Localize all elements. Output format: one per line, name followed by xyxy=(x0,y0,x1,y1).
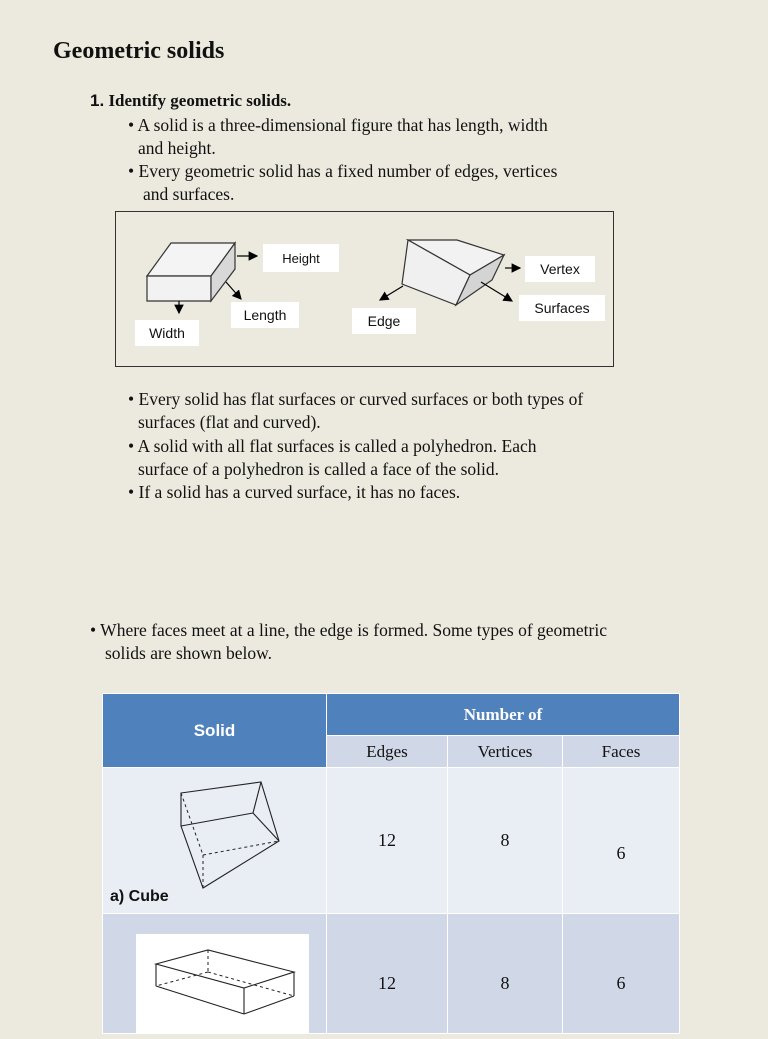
solid-label-cube: a) Cube xyxy=(110,888,169,905)
bullet-fixed-number-line1: • Every geometric solid has a fixed number of edges, vertices xyxy=(128,161,558,181)
bullet-polyhedron-line2: surface of a polyhedron is called a face of the solid. xyxy=(138,459,500,479)
bullet-edges-line1: • Where faces meet at a line, the edge is formed. Some types of geometric xyxy=(90,620,607,640)
section-number: 1. xyxy=(90,91,105,110)
vertex-label: Vertex xyxy=(525,256,595,282)
page-title: Geometric solids xyxy=(53,38,225,64)
header-solid: Solid xyxy=(103,694,327,768)
bullet-solid-definition-line2: and height. xyxy=(138,138,216,158)
cube-vertices: 8 xyxy=(448,768,563,914)
bullet-polyhedron-line1: • A solid with all flat surfaces is called a polyhedron. Each xyxy=(128,436,537,456)
cube-faces: 6 xyxy=(563,768,680,914)
surfaces-label: Surfaces xyxy=(519,295,605,321)
bullet-surfaces-line2: surfaces (flat and curved). xyxy=(138,412,321,432)
section-heading-text: Identify geometric solids. xyxy=(108,91,292,110)
header-edges: Edges xyxy=(327,736,448,768)
edge-label: Edge xyxy=(352,308,416,334)
cuboid-icon xyxy=(147,243,235,301)
header-vertices: Vertices xyxy=(448,736,563,768)
cuboid-vertices: 8 xyxy=(448,914,563,1034)
edge-arrow xyxy=(380,286,403,300)
header-faces: Faces xyxy=(563,736,680,768)
cube-edges: 12 xyxy=(327,768,448,914)
solids-table xyxy=(102,693,680,1034)
width-label: Width xyxy=(135,320,199,346)
length-arrow xyxy=(226,282,241,299)
cuboid-image xyxy=(136,934,309,1034)
table-row xyxy=(103,768,680,914)
prism-icon xyxy=(402,240,504,305)
cuboid-edges: 12 xyxy=(327,914,448,1034)
bullet-edges-line2: solids are shown below. xyxy=(105,643,273,663)
header-number-of: Number of xyxy=(327,694,680,736)
cuboid-solid-icon xyxy=(136,934,309,1034)
surfaces-arrow xyxy=(481,282,512,301)
height-label: Height xyxy=(263,244,339,272)
bullet-curved-line1: • If a solid has a curved surface, it has no faces. xyxy=(128,482,461,502)
bullet-fixed-number-line2: and surfaces. xyxy=(143,184,235,204)
bullet-surfaces-line1: • Every solid has flat surfaces or curved surfaces or both types of xyxy=(128,389,584,409)
solid-cell-cube xyxy=(103,768,327,914)
solid-parts-diagram xyxy=(115,211,614,367)
table-row xyxy=(103,914,680,1034)
length-label: Length xyxy=(231,302,299,328)
solid-cell-cuboid xyxy=(103,914,327,1034)
section-heading xyxy=(90,91,291,111)
cuboid-faces: 6 xyxy=(563,914,680,1034)
bullet-solid-definition-line1: • A solid is a three-dimensional figure that has length, width xyxy=(128,115,548,135)
